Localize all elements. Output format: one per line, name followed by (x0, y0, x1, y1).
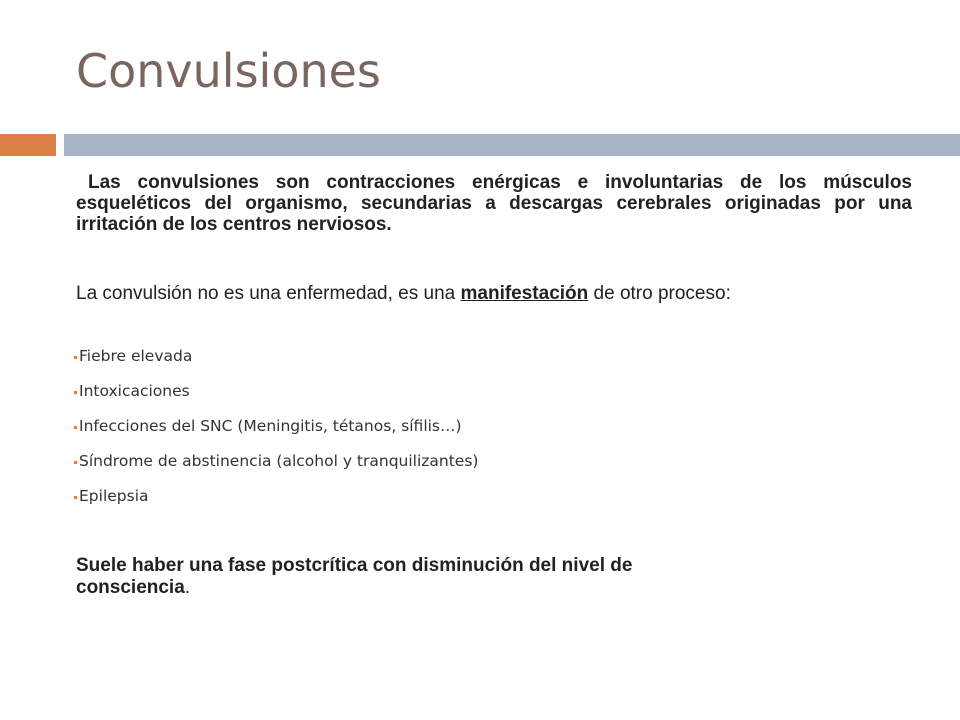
bullet-icon (74, 391, 77, 394)
closing-period: . (184, 577, 191, 598)
list-item (74, 484, 478, 508)
bullet-icon (74, 356, 77, 359)
intro-paragraph: Las convulsiones son contracciones enérgicas e involuntarias de los músculos esqueléticos del organismo, secundarias a descargas cerebrales originadas por una irritación de los centros nerviosos. (76, 172, 912, 235)
list-item (74, 379, 478, 403)
list-item-label: Infecciones del SNC (Meningitis, tétanos, sífilis…) (79, 417, 462, 435)
closing-paragraph (76, 555, 836, 599)
list-item-label: Fiebre elevada (79, 347, 193, 365)
bullet-icon (74, 426, 77, 429)
manifestation-after: de otro proceso: (588, 283, 731, 304)
slide-title: Convulsiones (76, 44, 381, 98)
bullet-icon (74, 496, 77, 499)
manifestation-sentence (76, 282, 936, 306)
list-item-label: Síndrome de abstinencia (alcohol y tranquilizantes) (79, 452, 479, 470)
accent-bar-blue (64, 134, 960, 156)
closing-line-1: Suele haber una fase postcrítica con disminución del nivel de (76, 555, 633, 576)
manifestation-keyword: manifestación (460, 283, 589, 304)
manifestation-before: La convulsión no es una enfermedad, es una (76, 283, 461, 304)
closing-keyword: consciencia (76, 577, 185, 598)
bullet-icon (74, 461, 77, 464)
accent-bar-orange (0, 134, 56, 156)
list-item (74, 344, 478, 368)
list-item (74, 449, 478, 473)
list-item (74, 414, 478, 438)
causes-list (74, 344, 478, 519)
list-item-label: Intoxicaciones (79, 382, 190, 400)
list-item-label: Epilepsia (79, 487, 149, 505)
